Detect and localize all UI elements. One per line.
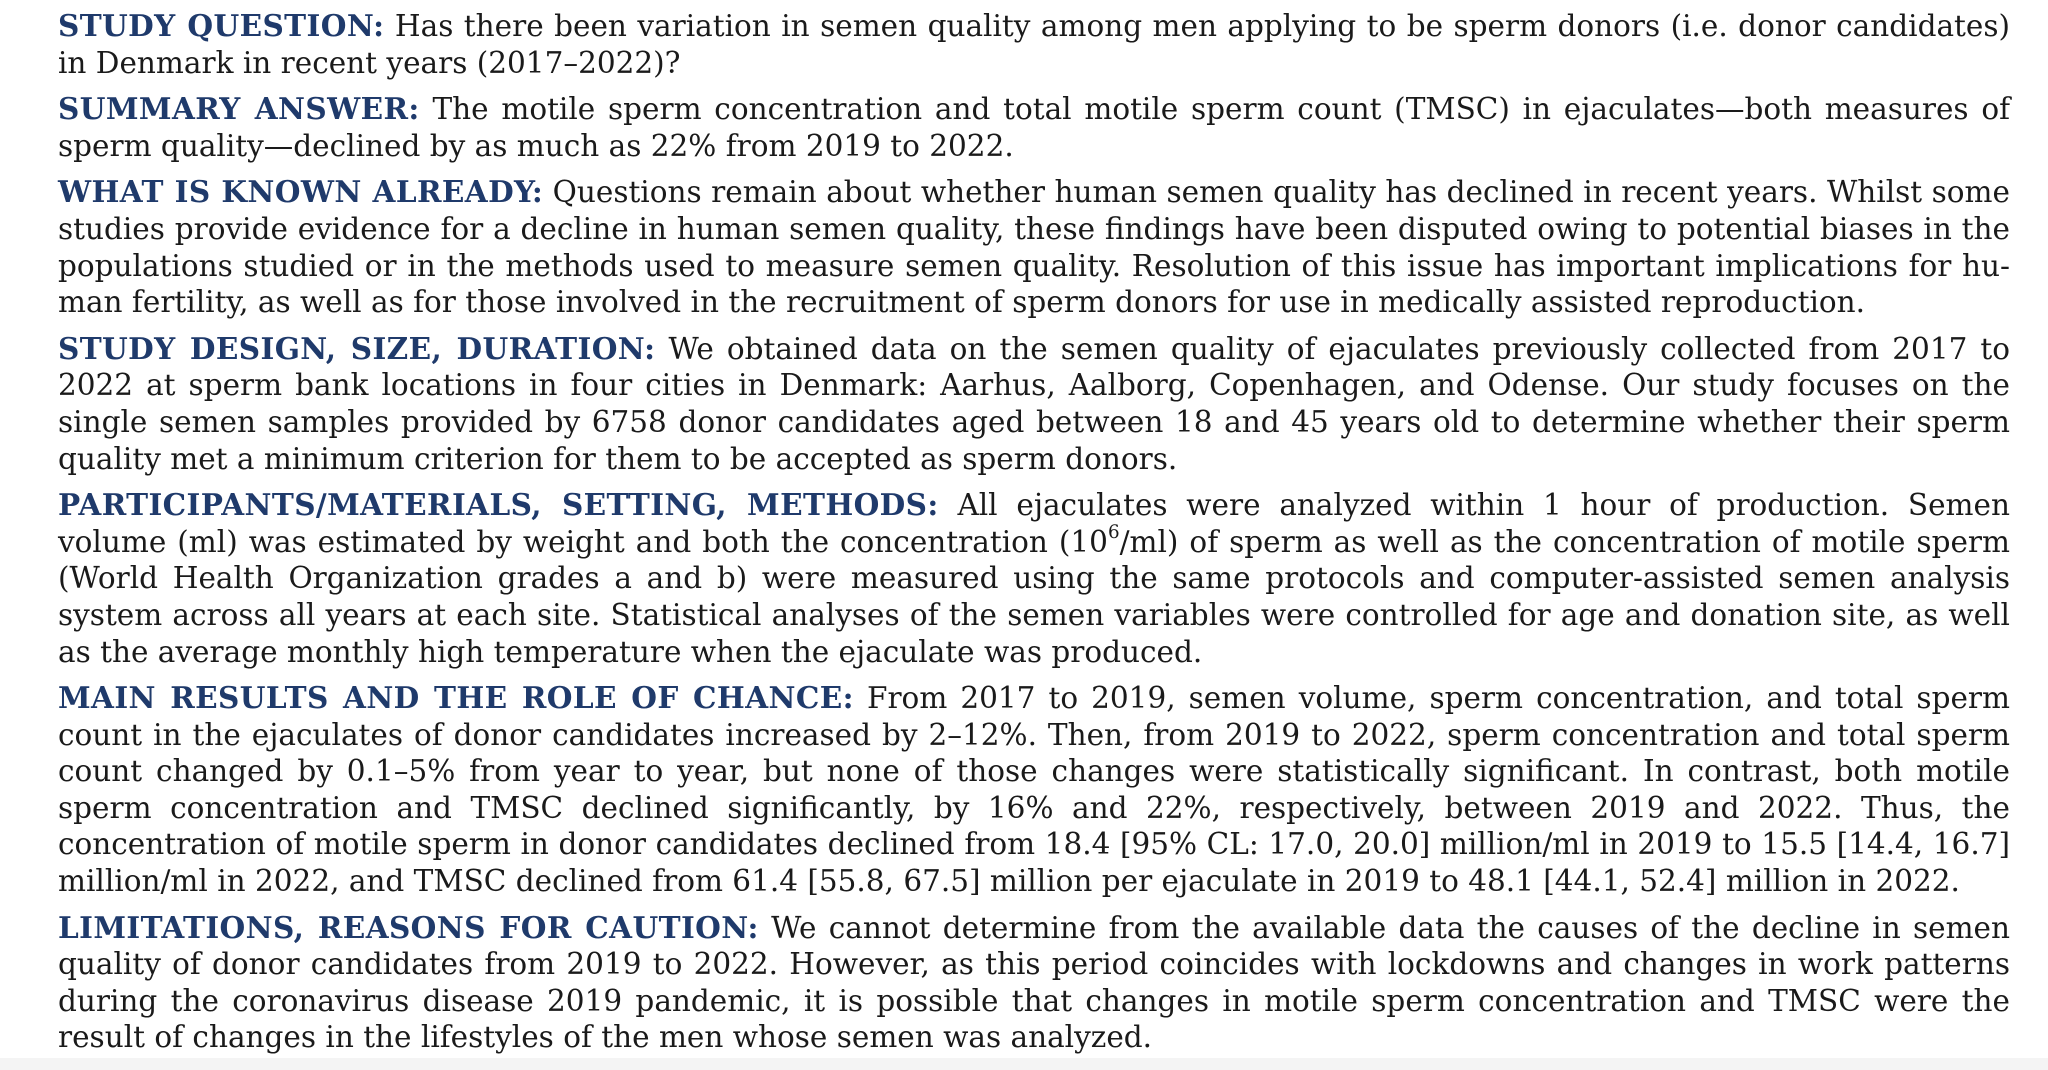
section-heading: WHAT IS KNOWN ALREADY: <box>58 174 544 210</box>
abstract <box>58 8 2010 1066</box>
section-text-part-a: All ejaculates were analyzed within 1 hour of production. Semen volume (ml) was estimated by weight and both the concentration (10 <box>58 488 2010 559</box>
section-text: We obtained data on the semen quality of ejaculates previously collected from 2017 to 2022 at sperm bank locations in four cities in Denmark: Aarhus, Aalborg, Copenhagen, and Odense. Our study focuses on the single semen samples provided by 6758 donor candidates aged between 18 and 45 years old to determine whether their sperm quality met a minimum criterion for them to be accepted as sperm donors. <box>58 331 2010 476</box>
section-summary-answer <box>58 91 2010 164</box>
section-text: We cannot determine from the available data the causes of the decline in semen quality of donor candidates from 2019 to 2022. However, as this period coincides with lockdowns and changes in work patterns during the coronavirus disease 2019 pandemic, it is possible that changes in motile sperm concentration and TMSC were the result of changes in the lifestyles of the men whose semen was analyzed. <box>58 910 2011 1055</box>
section-heading: STUDY DESIGN, SIZE, DURATION: <box>58 330 656 366</box>
section-text: The motile sperm concentration and total motile sperm count (TMSC) in ejaculates—both measures of sperm quality—declined by as much as 22% from 2019 to 2022. <box>58 92 2010 163</box>
section-what-is-known <box>58 174 2010 320</box>
section-heading: STUDY QUESTION: <box>58 8 385 43</box>
section-heading: MAIN RESULTS AND THE ROLE OF CHANCE: <box>58 680 854 716</box>
section-text: Has there been variation in semen quality among men applying to be sperm donors (i.e. donor candidates) in Denmark in recent years (2017–2022)? <box>58 9 2010 80</box>
section-text-part-b: /ml) of sperm as well as the concentration of motile sperm (World Health Organization grades a and b) were measured using the same protocols and computer-assisted semen analysis system across all years at each site. Statistical analyses of the semen variables were controlled for age and donation site, as well as the average monthly high temperature when the ejaculate was produced. <box>58 524 2010 669</box>
section-text: Questions remain about whether human semen quality has declined in recent years. Whilst some studies provide evidence for a decline in human semen quality, these findings have been disputed owing to potential biases in the populations studied or in the methods used to measure semen quality. Resolution of this issue has important implications for human fertility, as well as for those involved in the recruitment of sperm donors for use in medically assisted reproduction. <box>58 175 2010 320</box>
section-study-design <box>58 331 2010 477</box>
section-heading: SUMMARY ANSWER: <box>58 91 420 127</box>
section-text: From 2017 to 2019, semen volume, sperm concentration, and total sperm count in the ejaculates of donor candidates increased by 2–12%. Then, from 2019 to 2022, sperm concentration and total sperm count changed by 0.1–5% from year to year, but none of those changes were statistically significant. In contrast, both motile sperm concentration and TMSC declined significantly, by 16% and 22%, respectively, between 2019 and 2022. Thus, the concentration of motile sperm in donor candidates declined from 18.4 [95% CL: 17.0, 20.0] million/ml in 2019 to 15.5 [14.4, 16.7] million/ml in 2022, and TMSC declined from 61.4 [55.8, 67.5] million per ejaculate in 2019 to 48.1 [44.1, 52.4] million in 2022. <box>58 681 2010 899</box>
section-heading: LIMITATIONS, REASONS FOR CAUTION: <box>58 909 759 945</box>
superscript-exponent: 6 <box>1107 522 1120 544</box>
section-limitations <box>58 910 2010 1056</box>
section-participants-methods <box>58 487 2010 670</box>
section-main-results <box>58 680 2010 900</box>
page-bottom-edge <box>0 1058 2048 1070</box>
section-study-question <box>58 8 2010 81</box>
section-heading: PARTICIPANTS/MATERIALS, SETTING, METHODS: <box>58 487 939 523</box>
